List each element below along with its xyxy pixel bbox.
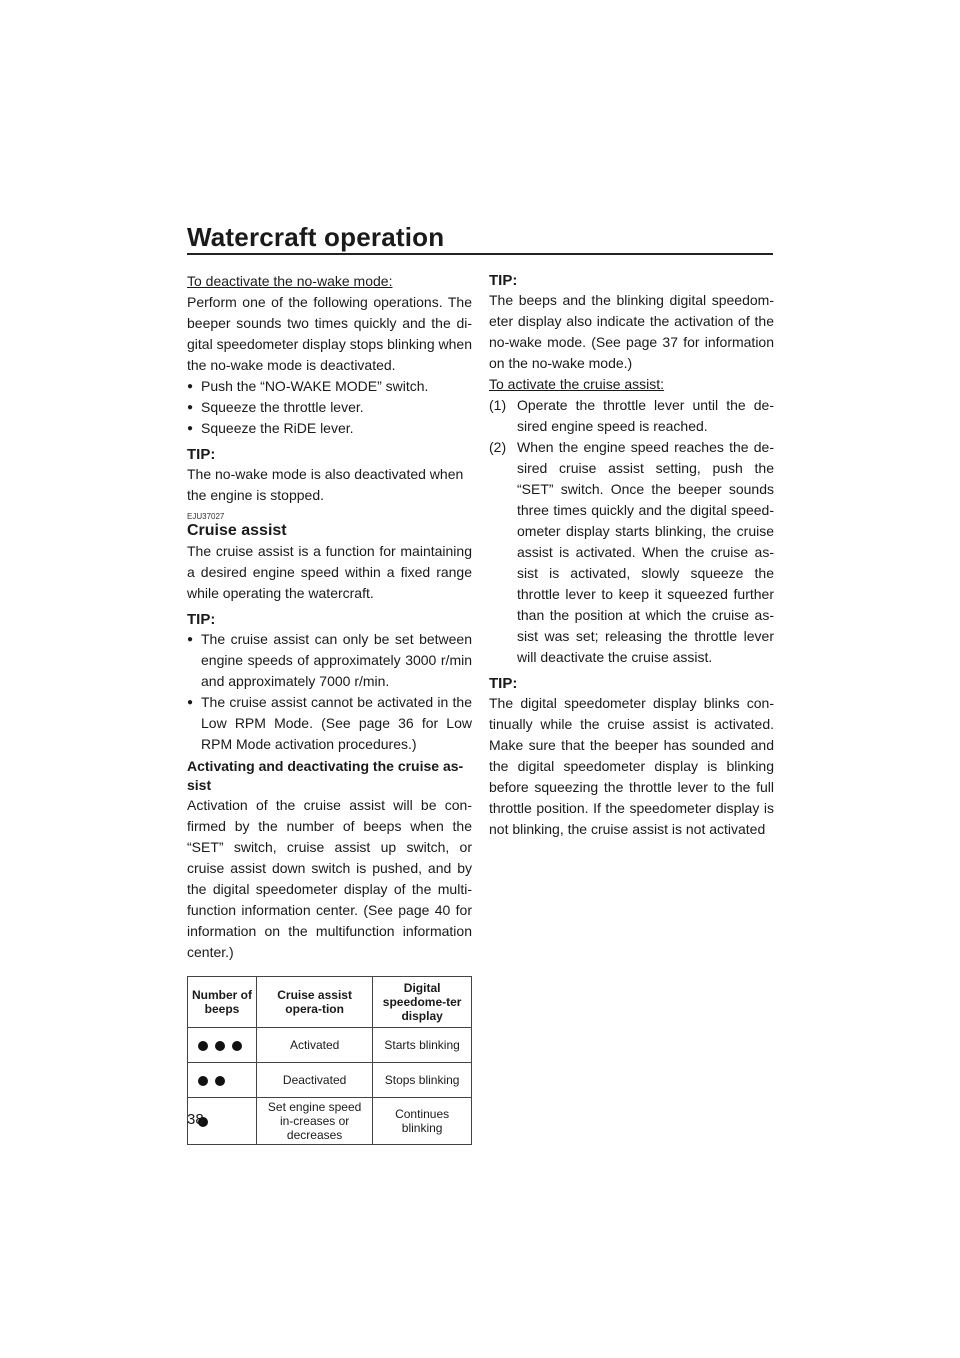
tip-label: TIP: xyxy=(187,611,216,628)
section-code: EJU37027 xyxy=(187,512,225,521)
beep-dot-icon xyxy=(215,1076,225,1086)
tip-text: The beeps and the blinking digital speedom-eter display also indicate the activation of the no-wake mode. (See page 37 for information on the no-wake mode.) xyxy=(489,292,774,371)
table-row xyxy=(188,1098,472,1145)
table-header-row xyxy=(188,977,472,1028)
page-number: 38 xyxy=(187,1111,204,1128)
beeps-table xyxy=(187,976,472,1145)
table-cell: Stops blinking xyxy=(373,1063,472,1098)
activation-text: Activation of the cruise assist will be con-firmed by the number of beeps when the “SET” switch, cruise assist up switch, or cruise assist down switch is pushed, and by the digital speedometer display of the multi-function information center. (See page 40 for information on the multifunction information center.) xyxy=(187,797,472,960)
table-header: Cruise assist opera-tion xyxy=(257,977,373,1028)
step-text: When the engine speed reaches the de-sired cruise assist setting, push the “SET” switch. Once the beeper sounds three times quickly and the digital speed-ometer display starts blinking, the cruise assist is activated. When the cruise as-sist is activated, slowly squeeze the throttle lever to keep it squeezed further than the position at which the cruise as-sist was set; releasing the throttle lever will deactivate the cruise assist. xyxy=(517,439,774,665)
table-row xyxy=(188,1063,472,1098)
tip-label: TIP: xyxy=(187,446,216,463)
table-row xyxy=(188,1028,472,1063)
list-item: ● Squeeze the RiDE lever. xyxy=(187,418,472,439)
list-item: ● The cruise assist cannot be activated in the Low RPM Mode. (See page 36 for Low RPM Mode activation procedures.) xyxy=(187,692,472,755)
deactivate-intro: Perform one of the following operations. The beeper sounds two times quickly and the di-gital speedometer display stops blinking when the no-wake mode is deactivated. xyxy=(187,294,472,373)
table-cell: Deactivated xyxy=(257,1063,373,1098)
step-text: Operate the throttle lever until the de-sired engine speed is reached. xyxy=(517,397,774,434)
tip-text: The digital speedometer display blinks con-tinually while the cruise assist is activated. Make sure that the beeper has sounded and the digital speedometer display is blinking before squeezing the throttle lever to the full throttle position. If the speedometer display is not blinking, the cruise assist is not activated xyxy=(489,695,774,837)
tip-label: TIP: xyxy=(489,272,518,289)
step-number: (2) xyxy=(489,439,507,455)
beep-dot-icon xyxy=(198,1076,208,1086)
tip-text: The no-wake mode is also deactivated when the engine is stopped. xyxy=(187,466,464,503)
table-cell: Activated xyxy=(257,1028,373,1063)
tip-label: TIP: xyxy=(489,675,518,692)
step-item xyxy=(489,395,774,437)
step-number: (1) xyxy=(489,397,507,413)
table-header: Digital speedome-ter display xyxy=(373,977,472,1028)
subheading: Activating and deactivating the cruise as-sist xyxy=(187,758,464,793)
table-cell: Starts blinking xyxy=(373,1028,472,1063)
section-title: Cruise assist xyxy=(187,522,287,539)
left-column xyxy=(187,271,472,1145)
right-column xyxy=(489,271,774,840)
step-item xyxy=(489,437,774,668)
beep-dots xyxy=(188,1028,257,1063)
steps-list xyxy=(489,395,774,668)
beep-dot-icon xyxy=(232,1041,242,1051)
table-cell: Continues blinking xyxy=(373,1098,472,1145)
tip-list xyxy=(187,629,472,755)
page-title: Watercraft operation xyxy=(187,222,445,252)
list-item: ● Squeeze the throttle lever. xyxy=(187,397,472,418)
deactivate-heading: To deactivate the no-wake mode: xyxy=(187,273,393,289)
deactivate-list xyxy=(187,376,472,439)
list-item: ● Push the “NO-WAKE MODE” switch. xyxy=(187,376,472,397)
header-rule xyxy=(187,253,773,255)
beep-dots xyxy=(188,1063,257,1098)
beep-dot-icon xyxy=(215,1041,225,1051)
table-header: Number of beeps xyxy=(188,977,257,1028)
section-intro: The cruise assist is a function for maintaining a desired engine speed within a fixed range while operating the watercraft. xyxy=(187,543,472,601)
table-cell: Set engine speed in-creases or decreases xyxy=(257,1098,373,1145)
list-item: ● The cruise assist can only be set between engine speeds of approximately 3000 r/min and approximately 7000 r/min. xyxy=(187,629,472,692)
beep-dot-icon xyxy=(198,1041,208,1051)
activate-heading: To activate the cruise assist: xyxy=(489,376,665,392)
